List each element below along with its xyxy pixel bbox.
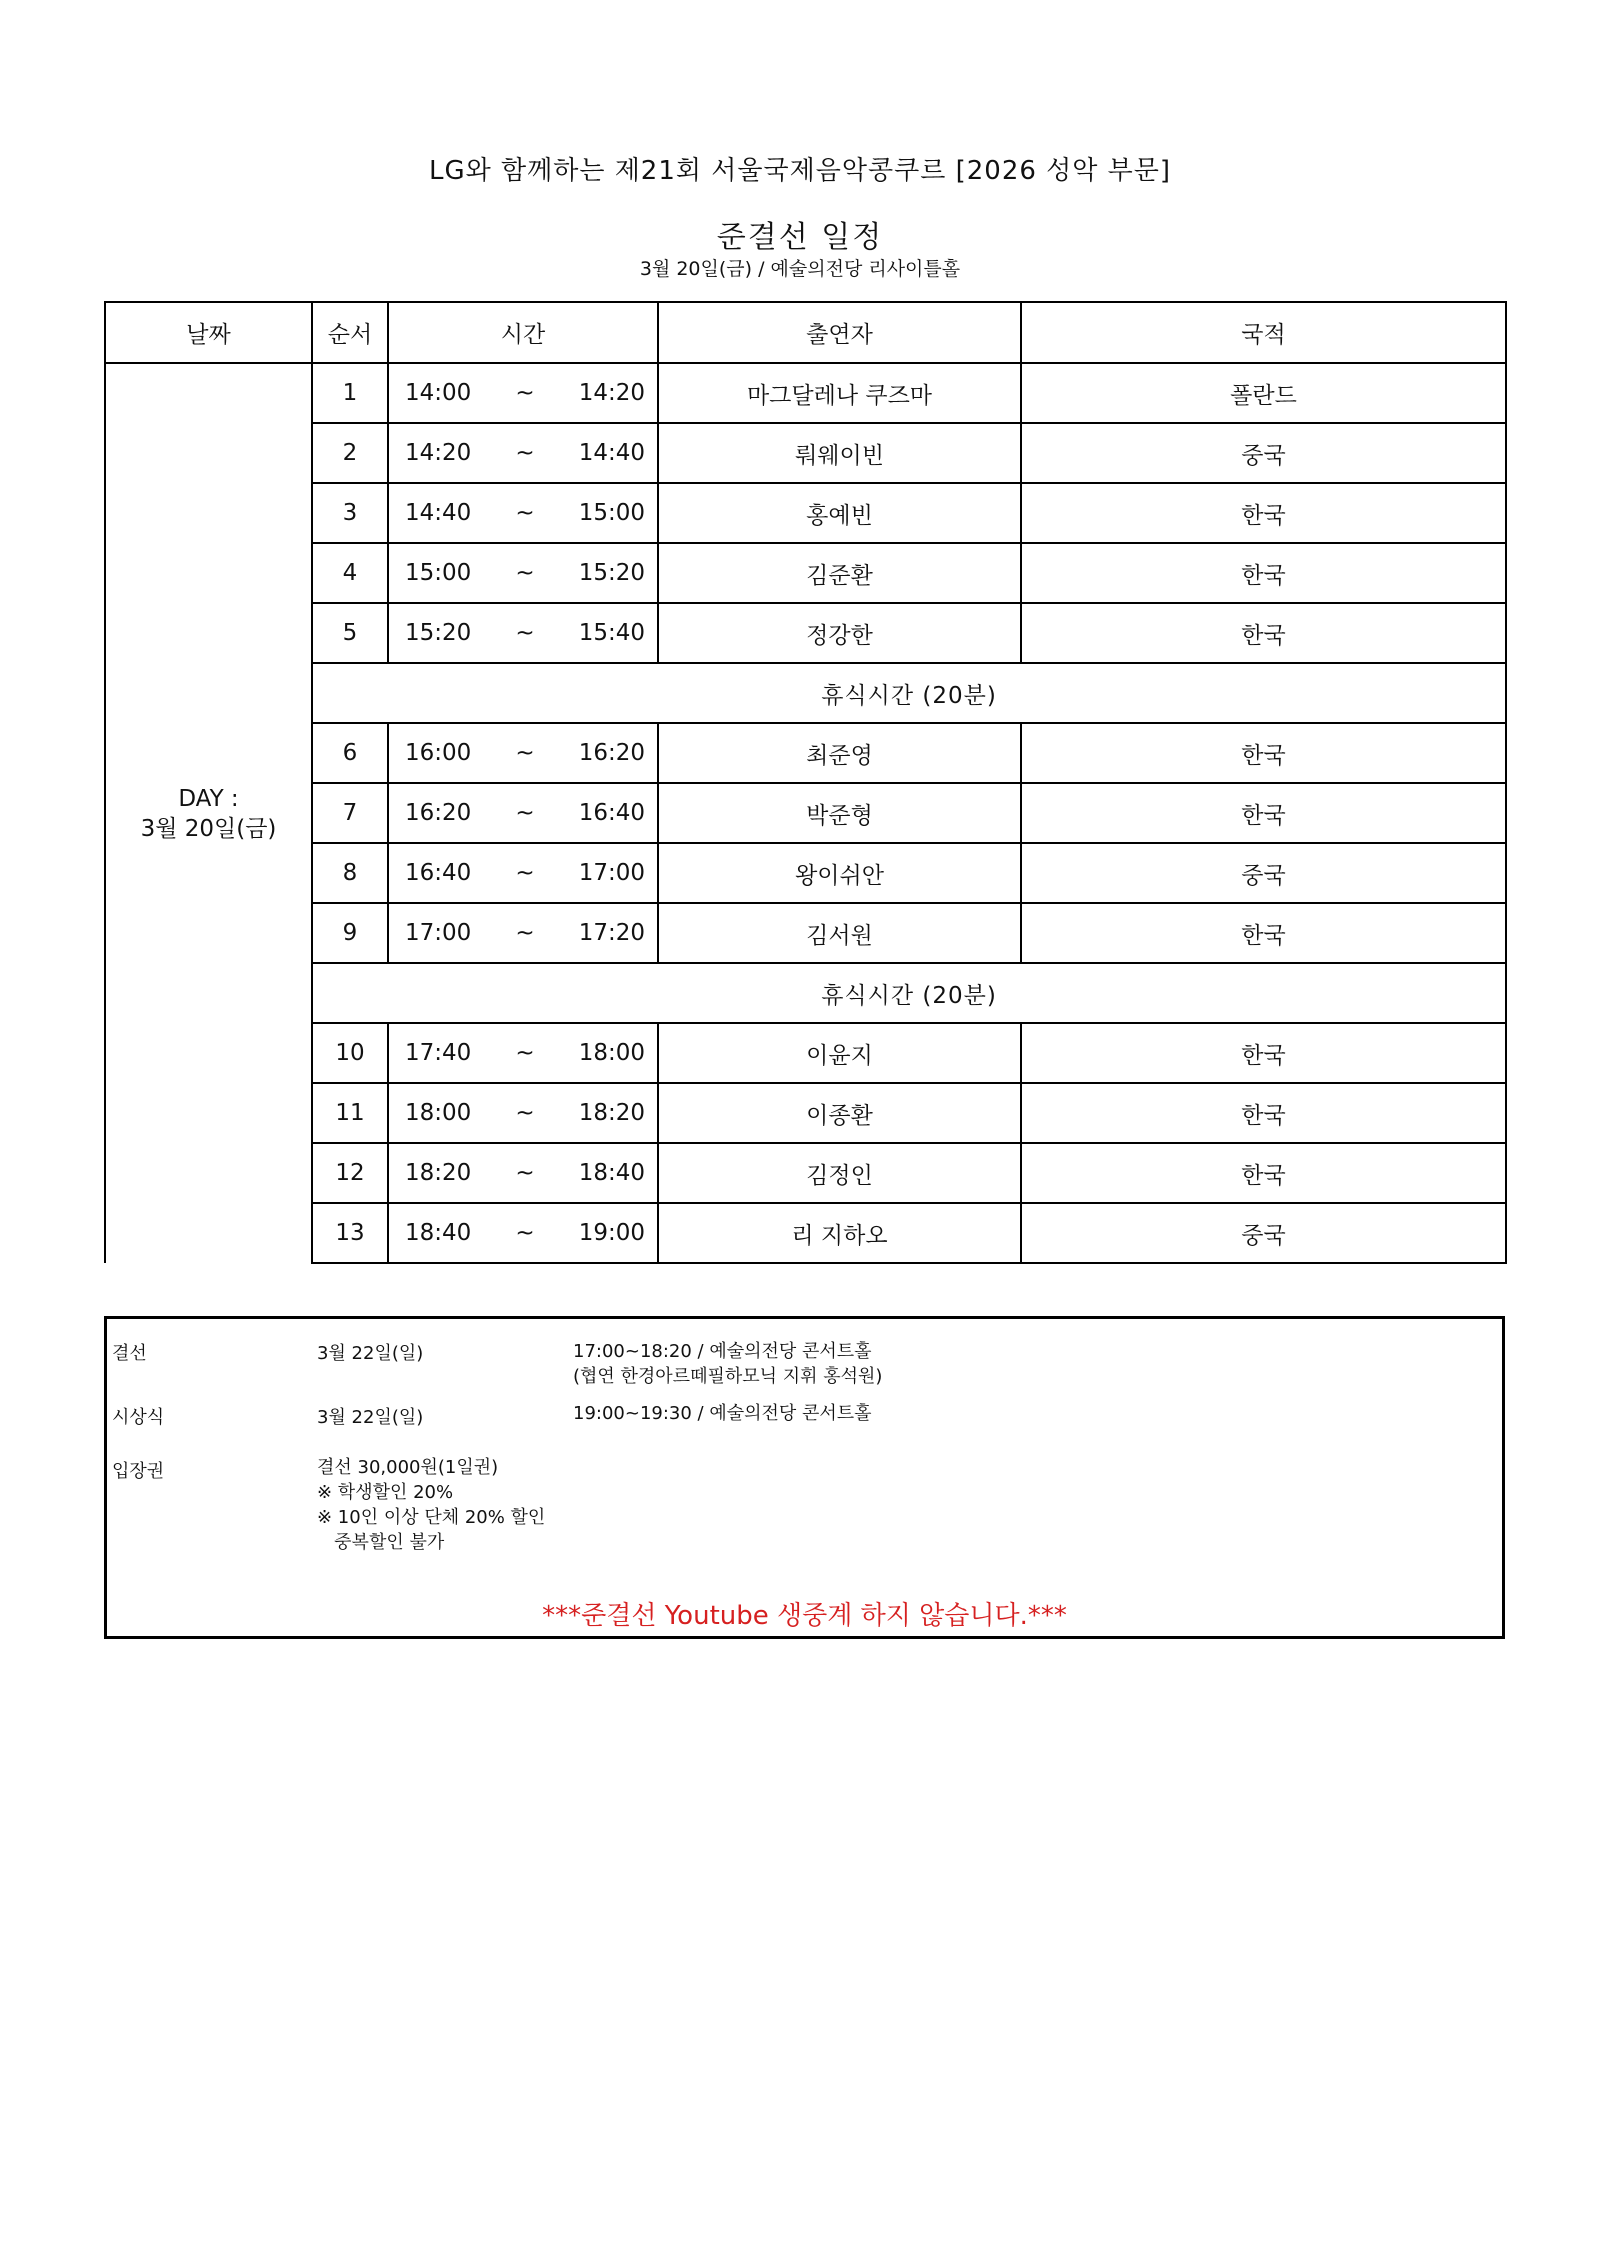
performer-cell: 마그달레나 쿠즈마 <box>658 363 1021 423</box>
table-row <box>105 783 1506 843</box>
page-title: LG와 함께하는 제21회 서울국제음악콩쿠르 [2026 성악 부문] <box>428 156 1172 186</box>
nationality-cell: 한국 <box>1021 723 1506 783</box>
table-row <box>105 1083 1506 1143</box>
end-time: 17:20 <box>578 920 645 946</box>
info-box <box>104 1316 1505 1639</box>
time-separator: ~ <box>515 620 535 646</box>
start-time: 18:20 <box>405 1160 472 1186</box>
ticket-discount: ※ 10인 이상 단체 20% 할인 <box>317 1507 546 1528</box>
date-value: 3월 20일(금) <box>140 815 277 842</box>
performer-cell: 리 지하오 <box>658 1203 1021 1263</box>
nationality-cell: 한국 <box>1021 483 1506 543</box>
nationality-cell: 한국 <box>1021 1143 1506 1203</box>
end-time: 18:00 <box>578 1040 645 1066</box>
performer-cell: 이윤지 <box>658 1023 1021 1083</box>
time-cell <box>388 723 658 783</box>
final-date: 3월 22일(일) <box>317 1343 424 1364</box>
performer-cell: 이종환 <box>658 1083 1021 1143</box>
performer-cell: 김준환 <box>658 543 1021 603</box>
start-time: 16:20 <box>405 800 472 826</box>
performer-cell: 김서원 <box>658 903 1021 963</box>
schedule-table <box>104 301 1507 1264</box>
end-time: 19:00 <box>578 1220 645 1246</box>
ticket-label: 입장권 <box>112 1461 165 1482</box>
column-header: 날짜 <box>105 302 312 363</box>
schedule-subtitle: 준결선 일정 <box>716 220 884 255</box>
time-cell <box>388 423 658 483</box>
time-cell <box>388 1023 658 1083</box>
break-label: 휴식시간 (20분) <box>312 963 1506 1023</box>
time-cell <box>388 843 658 903</box>
nationality-cell: 중국 <box>1021 423 1506 483</box>
nationality-cell: 한국 <box>1021 1023 1506 1083</box>
column-header: 순서 <box>312 302 388 363</box>
order-cell: 7 <box>312 783 388 843</box>
end-time: 18:40 <box>578 1160 645 1186</box>
youtube-notice: ***준결선 Youtube 생중계 하지 않습니다.*** <box>542 1601 1067 1631</box>
final-orchestra: (협연 한경아르떼필하모닉 지휘 홍석원) <box>573 1366 883 1387</box>
start-time: 16:00 <box>405 740 472 766</box>
end-time: 15:20 <box>578 560 645 586</box>
nationality-cell: 한국 <box>1021 1083 1506 1143</box>
column-header: 국적 <box>1021 302 1506 363</box>
order-cell: 13 <box>312 1203 388 1263</box>
time-cell <box>388 1083 658 1143</box>
table-row <box>105 423 1506 483</box>
table-row <box>105 1143 1506 1203</box>
order-cell: 12 <box>312 1143 388 1203</box>
time-cell <box>388 1203 658 1263</box>
start-time: 14:20 <box>405 440 472 466</box>
time-cell <box>388 543 658 603</box>
end-time: 16:20 <box>578 740 645 766</box>
time-separator: ~ <box>515 1100 535 1126</box>
start-time: 15:20 <box>405 620 472 646</box>
table-header-row <box>105 302 1506 363</box>
order-cell: 5 <box>312 603 388 663</box>
time-separator: ~ <box>515 500 535 526</box>
column-header: 시간 <box>388 302 658 363</box>
order-cell: 8 <box>312 843 388 903</box>
time-cell <box>388 363 658 423</box>
nationality-cell: 중국 <box>1021 843 1506 903</box>
start-time: 14:00 <box>405 380 472 406</box>
start-time: 17:00 <box>405 920 472 946</box>
table-row <box>105 723 1506 783</box>
time-cell <box>388 1143 658 1203</box>
time-separator: ~ <box>515 1040 535 1066</box>
end-time: 18:20 <box>578 1100 645 1126</box>
final-label: 결선 <box>112 1343 147 1364</box>
performer-cell: 뤄웨이빈 <box>658 423 1021 483</box>
column-header: 출연자 <box>658 302 1021 363</box>
table-row <box>105 1203 1506 1263</box>
nationality-cell: 폴란드 <box>1021 363 1506 423</box>
order-cell: 10 <box>312 1023 388 1083</box>
order-cell: 11 <box>312 1083 388 1143</box>
start-time: 18:00 <box>405 1100 472 1126</box>
end-time: 15:00 <box>578 500 645 526</box>
performer-cell: 박준형 <box>658 783 1021 843</box>
order-cell: 1 <box>312 363 388 423</box>
start-time: 15:00 <box>405 560 472 586</box>
order-cell: 4 <box>312 543 388 603</box>
start-time: 17:40 <box>405 1040 472 1066</box>
time-separator: ~ <box>515 740 535 766</box>
date-day-label: DAY : <box>178 785 239 812</box>
table-row <box>105 483 1506 543</box>
time-separator: ~ <box>515 1160 535 1186</box>
table-row <box>105 543 1506 603</box>
ceremony-date: 3월 22일(일) <box>317 1407 424 1428</box>
end-time: 17:00 <box>578 860 645 886</box>
time-cell <box>388 903 658 963</box>
time-cell <box>388 603 658 663</box>
order-cell: 6 <box>312 723 388 783</box>
start-time: 16:40 <box>405 860 472 886</box>
ceremony-label: 시상식 <box>112 1407 165 1428</box>
table-row <box>105 603 1506 663</box>
final-time-venue: 17:00~18:20 / 예술의전당 콘서트홀 <box>573 1341 872 1362</box>
ticket-discount: ※ 학생할인 20% <box>317 1482 454 1503</box>
nationality-cell: 한국 <box>1021 903 1506 963</box>
break-row <box>105 663 1506 723</box>
order-cell: 2 <box>312 423 388 483</box>
time-separator: ~ <box>515 560 535 586</box>
time-separator: ~ <box>515 380 535 406</box>
end-time: 14:20 <box>578 380 645 406</box>
nationality-cell: 중국 <box>1021 1203 1506 1263</box>
end-time: 14:40 <box>578 440 645 466</box>
performer-cell: 최준영 <box>658 723 1021 783</box>
nationality-cell: 한국 <box>1021 603 1506 663</box>
nationality-cell: 한국 <box>1021 543 1506 603</box>
schedule-date-venue: 3월 20일(금) / 예술의전당 리사이틀홀 <box>639 258 961 280</box>
time-separator: ~ <box>515 920 535 946</box>
time-separator: ~ <box>515 1220 535 1246</box>
performer-cell: 정강한 <box>658 603 1021 663</box>
end-time: 16:40 <box>578 800 645 826</box>
order-cell: 9 <box>312 903 388 963</box>
table-row <box>105 843 1506 903</box>
time-cell <box>388 483 658 543</box>
time-separator: ~ <box>515 860 535 886</box>
break-row <box>105 963 1506 1023</box>
time-separator: ~ <box>515 440 535 466</box>
time-separator: ~ <box>515 800 535 826</box>
start-time: 18:40 <box>405 1220 472 1246</box>
table-row <box>105 1023 1506 1083</box>
performer-cell: 홍예빈 <box>658 483 1021 543</box>
ticket-price: 결선 30,000원(1일권) <box>317 1457 499 1478</box>
performer-cell: 왕이쉬안 <box>658 843 1021 903</box>
performer-cell: 김정인 <box>658 1143 1021 1203</box>
start-time: 14:40 <box>405 500 472 526</box>
order-cell: 3 <box>312 483 388 543</box>
break-label: 휴식시간 (20분) <box>312 663 1506 723</box>
table-row <box>105 363 1506 423</box>
date-cell <box>105 363 312 1263</box>
ticket-discount: 중복할인 불가 <box>317 1532 445 1553</box>
nationality-cell: 한국 <box>1021 783 1506 843</box>
time-cell <box>388 783 658 843</box>
end-time: 15:40 <box>578 620 645 646</box>
ceremony-time-venue: 19:00~19:30 / 예술의전당 콘서트홀 <box>573 1403 872 1424</box>
table-row <box>105 903 1506 963</box>
